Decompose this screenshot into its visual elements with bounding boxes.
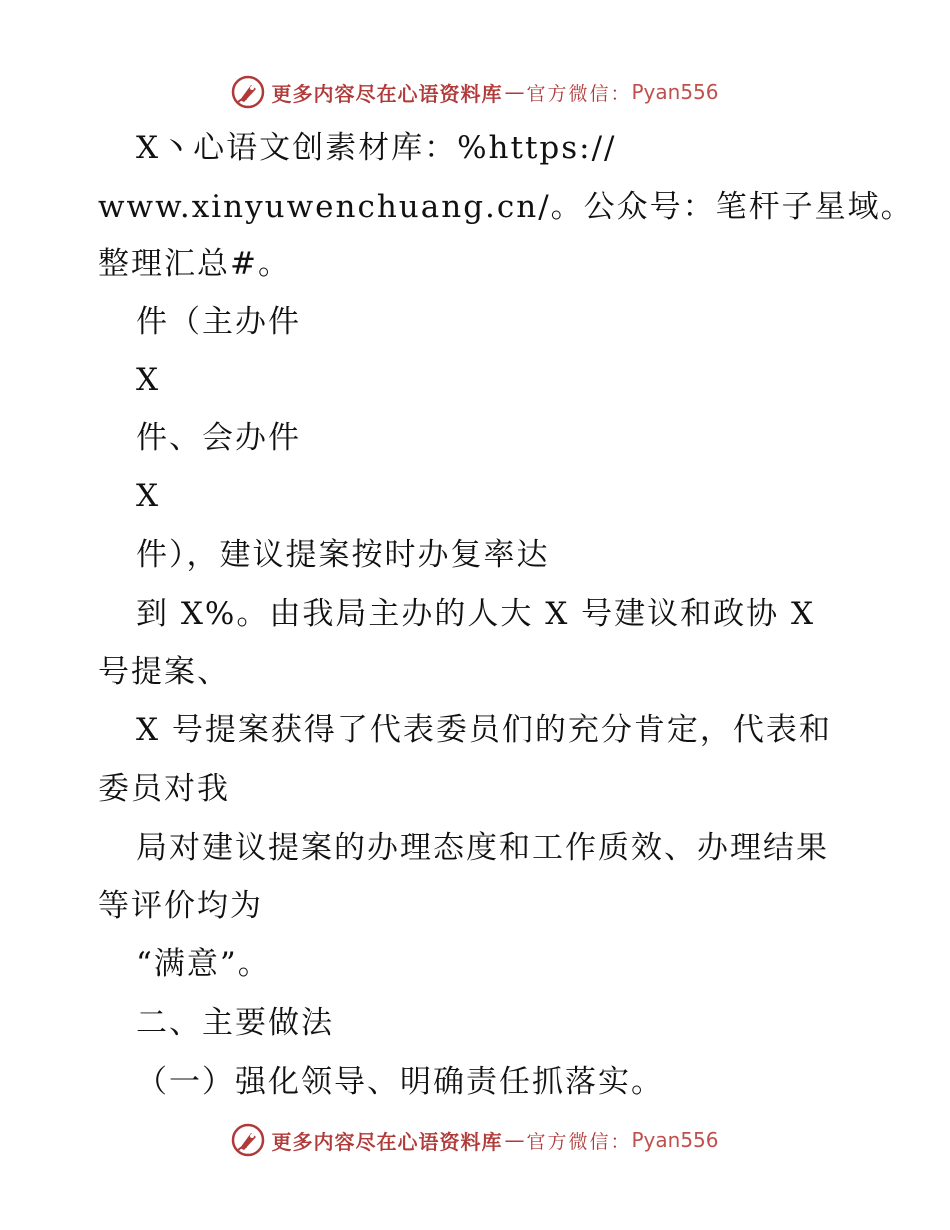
banner-contact-id: Pyan556	[631, 80, 719, 104]
text-line-1: X丶心语文创素材库：%https://	[136, 130, 617, 166]
text-line-11: X 号提案获得了代表委员们的充分肯定，代表和	[136, 712, 832, 748]
text-line-8: 件），建议提案按时办复率达	[136, 537, 550, 573]
header-banner	[0, 72, 950, 112]
text-line-5: X	[136, 362, 161, 398]
subsection-heading: （一）强化领导、明确责任抓落实。	[136, 1064, 664, 1100]
banner-contact-label: 官方微信：	[526, 1130, 632, 1153]
banner-contact-id: Pyan556	[631, 1128, 719, 1152]
banner-brand-text: 更多内容尽在心语资料库	[271, 1129, 503, 1154]
pen-nib-logo-icon	[231, 1123, 265, 1157]
text-line-14: 等评价均为	[98, 888, 263, 924]
text-line-3: 整理汇总#。	[98, 246, 291, 282]
banner-contact-label: 官方微信：	[526, 82, 632, 105]
banner-separator: —	[504, 1128, 525, 1152]
pen-nib-logo-icon	[231, 75, 265, 109]
footer-banner	[0, 1120, 950, 1160]
banner-separator: —	[504, 80, 525, 104]
banner-brand-text: 更多内容尽在心语资料库	[271, 81, 503, 106]
text-line-2: www.xinyuwenchuang.cn/。公众号：笔杆子星域。	[98, 189, 914, 225]
section-heading: 二、主要做法	[136, 1005, 334, 1041]
text-line-13: 局对建议提案的办理态度和工作质效、办理结果	[136, 830, 829, 866]
text-line-6: 件、会办件	[136, 420, 301, 456]
text-line-9: 到 X%。由我局主办的人大 X 号建议和政协 X	[136, 596, 816, 632]
text-line-15: “满意”。	[136, 946, 271, 982]
text-line-12: 委员对我	[98, 771, 230, 807]
text-line-10: 号提案、	[98, 654, 230, 690]
text-line-7: X	[136, 478, 161, 514]
text-line-4: 件（主办件	[136, 304, 301, 340]
